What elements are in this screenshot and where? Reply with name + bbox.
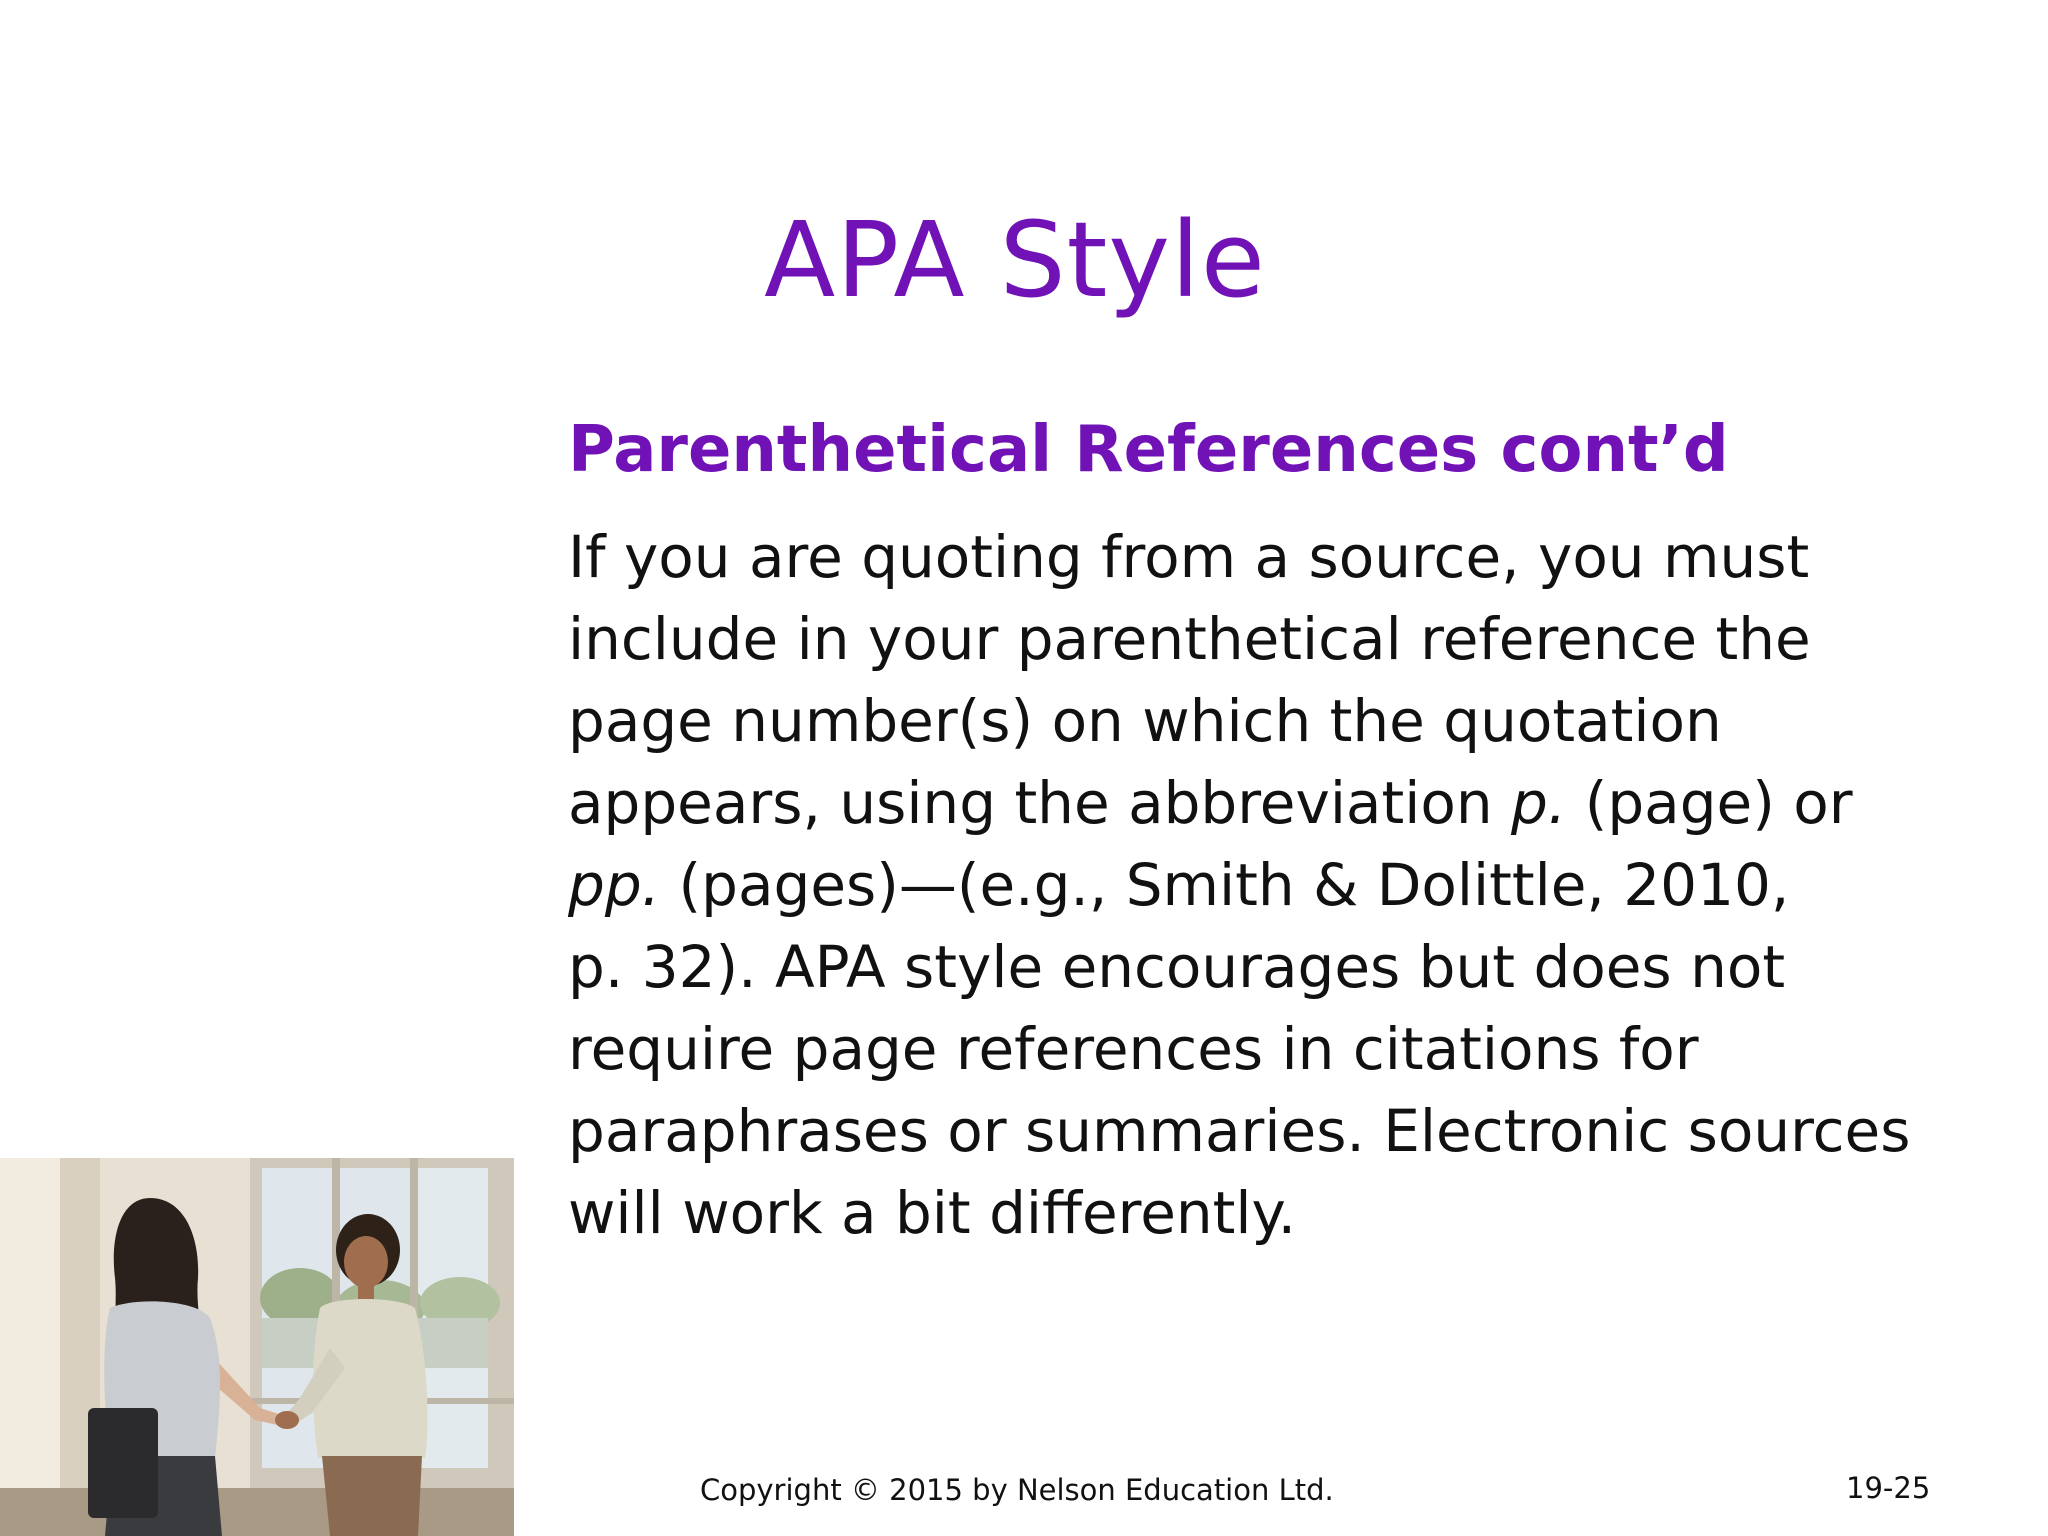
footer-copyright: Copyright © 2015 by Nelson Education Ltd.: [700, 1473, 1334, 1507]
body-line: p. 32). APA style encourages but does not: [568, 933, 1786, 1001]
body-line: will work a bit differently.: [568, 1179, 1297, 1247]
body-line: page number(s) on which the quotation: [568, 687, 1722, 755]
body-line: include in your parenthetical reference the: [568, 605, 1811, 673]
body-line: [568, 844, 1888, 926]
body-line: require page references in citations for: [568, 1015, 1699, 1083]
slide-title: [0, 200, 2048, 320]
slide-title-text: APA Style: [764, 199, 1266, 321]
slide-subtitle: Parenthetical References cont’d: [568, 413, 1729, 487]
body-line: [568, 762, 1888, 844]
body-text-segment: appears, using the abbreviation: [568, 769, 1512, 837]
body-line: paraphrases or summaries. Electronic sources: [568, 1097, 1911, 1165]
body-line: If you are quoting from a source, you must: [568, 523, 1810, 591]
body-text-segment: (page) or: [1566, 769, 1853, 837]
body-italic-abbrev: pp.: [568, 851, 661, 919]
slide-page-number: 19-25: [1846, 1471, 1931, 1505]
handshake-photo: [0, 1158, 514, 1536]
body-italic-abbrev: p.: [1511, 769, 1567, 837]
body-text-segment: (pages)—(e.g., Smith & Dolittle, 2010,: [660, 851, 1790, 919]
handshake-photo-illustration: [0, 1158, 514, 1536]
body-paragraph: [568, 516, 1911, 1254]
